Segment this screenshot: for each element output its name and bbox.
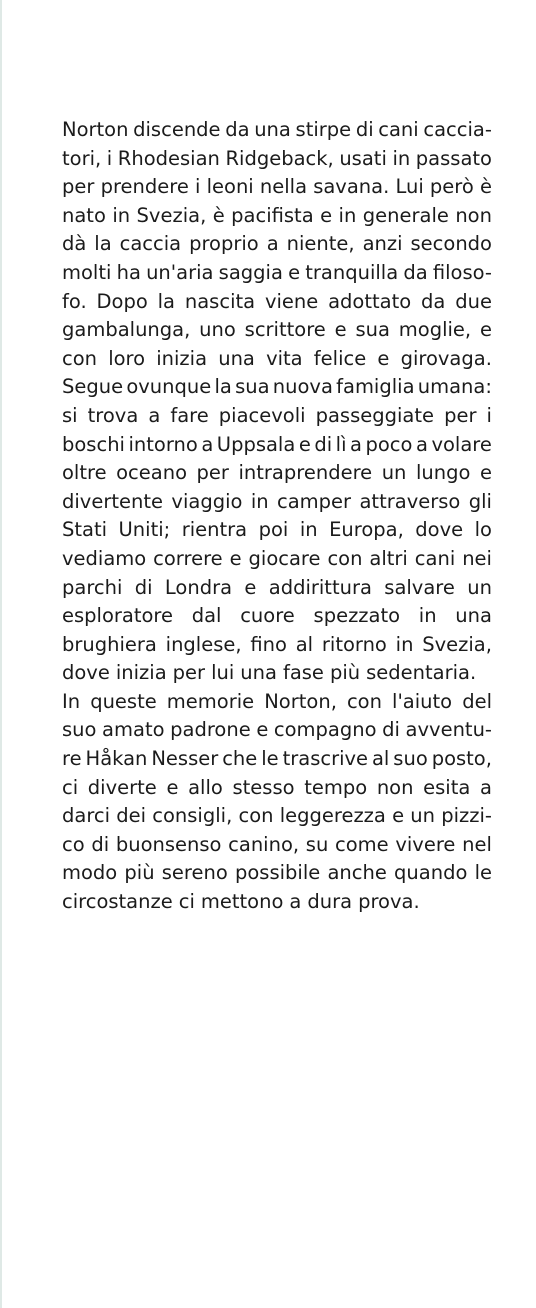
- text-line: Stati Uniti; rientra poi in Europa, dove lo: [62, 518, 492, 542]
- text-line: dove inizia per lui una fase più sedentaria.: [62, 661, 477, 685]
- body-text: [62, 116, 492, 917]
- text-line: Segue ovunque la sua nuova famiglia umana:: [62, 375, 492, 399]
- text-line: per prendere i leoni nella savana. Lui però è: [62, 175, 492, 199]
- text-line: circostanze ci mettono a dura prova.: [62, 890, 420, 914]
- text-line: si trova a fare piacevoli passeggiate per i: [62, 403, 492, 427]
- text-line: oltre oceano per intraprendere un lungo e: [62, 461, 492, 485]
- text-line: Norton discende da una stirpe di cani caccia-: [62, 118, 492, 141]
- text-line: con loro inizia una vita felice e girovaga.: [62, 346, 492, 370]
- text-line: ci diverte e allo stesso tempo non esita a: [62, 775, 492, 799]
- text-line: darci dei consigli, con leggerezza e un pizzi-: [62, 804, 492, 828]
- text-line: modo più sereno possibile anche quando le: [62, 861, 492, 885]
- text-line: gambalunga, uno scrittore e sua moglie, e: [62, 318, 492, 342]
- text-line: nato in Svezia, è pacifista e in generale non: [62, 203, 492, 227]
- text-line: esploratore dal cuore spezzato in una: [62, 604, 492, 628]
- text-line: vediamo correre e giocare con altri cani nei: [62, 546, 492, 570]
- text-line: suo amato padrone e compagno di avventu-: [62, 718, 492, 742]
- text-line: brughiera inglese, fino al ritorno in Svezia,: [62, 632, 492, 656]
- text-line: co di buonsenso canino, su come vivere nel: [62, 832, 492, 856]
- text-line: tori, i Rhodesian Ridgeback, usati in passato: [62, 146, 492, 170]
- text-line: In queste memorie Norton, con l'aiuto del: [62, 689, 492, 713]
- page-edge: [0, 0, 2, 1308]
- text-line: fo. Dopo la nascita viene adottato da due: [62, 289, 492, 313]
- text-line: divertente viaggio in camper attraverso gli: [62, 489, 492, 513]
- text-line: re Håkan Nesser che le trascrive al suo posto,: [62, 747, 492, 771]
- text-line: dà la caccia proprio a niente, anzi secondo: [62, 232, 492, 256]
- text-line: parchi di Londra e addirittura salvare un: [62, 575, 492, 599]
- text-line: molti ha un'aria saggia e tranquilla da filoso-: [62, 260, 492, 284]
- text-line: boschi intorno a Uppsala e di lì a poco a volare: [62, 432, 492, 456]
